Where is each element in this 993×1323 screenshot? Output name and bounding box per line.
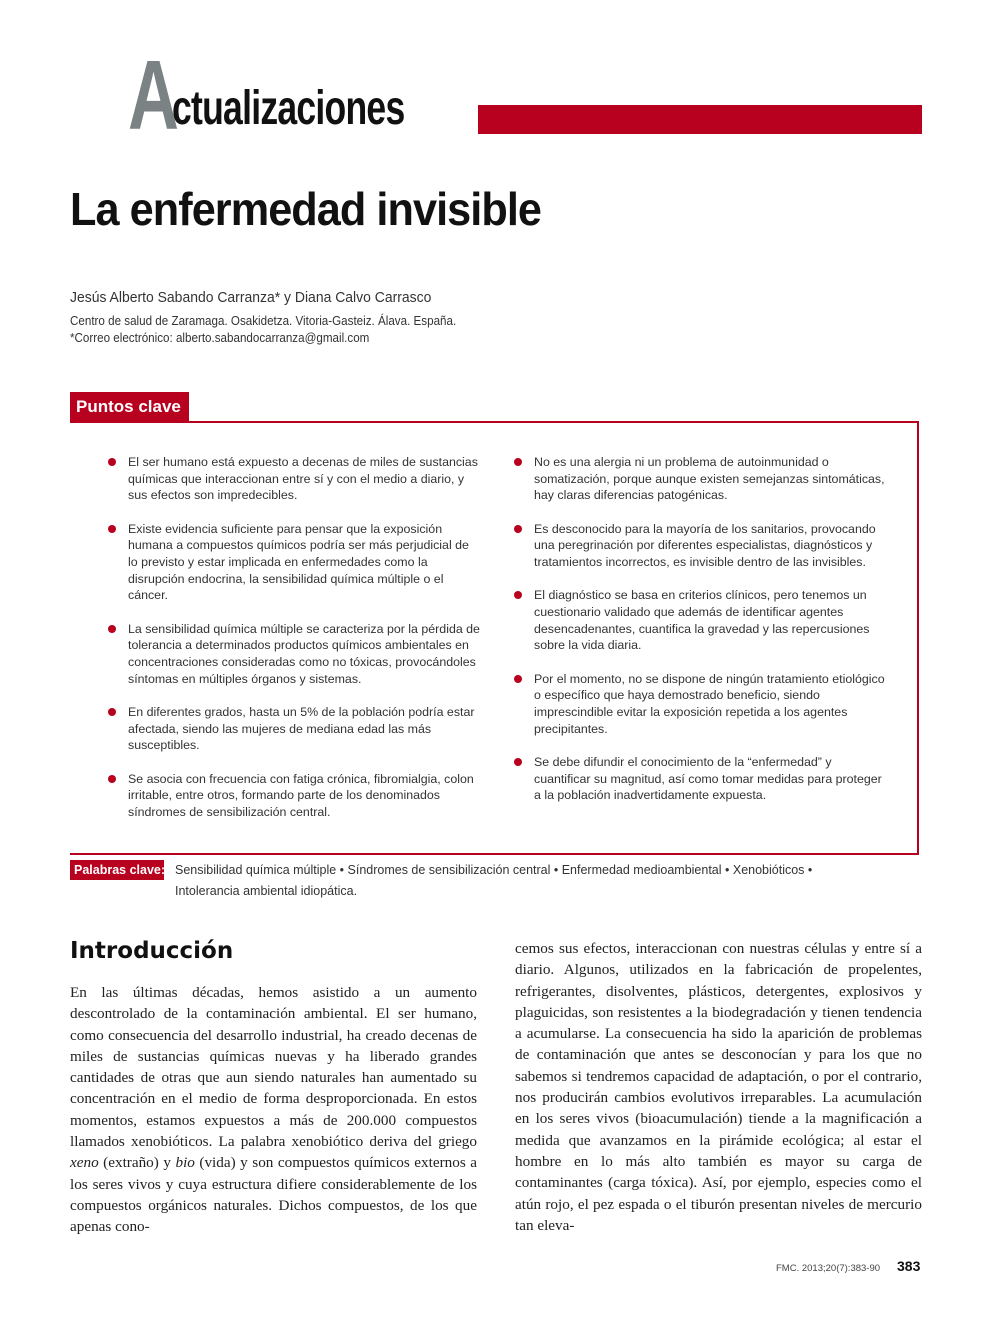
key-point: No es una alergia ni un problema de autoinmunidad o somatización, porque aunque existen semejanzas sintomáticas, hay claras diferencias patogénicas. <box>514 454 886 504</box>
bullet-icon <box>514 758 522 766</box>
section-name: ctualizaciones <box>172 82 405 135</box>
affiliation: Centro de salud de Zaramaga. Osakidetza. Vitoria-Gasteiz. Álava. España. <box>70 314 457 328</box>
correspondence-email: *Correo electrónico: alberto.sabandocarranza@gmail.com <box>70 331 370 345</box>
term-bio: bio <box>175 1154 195 1172</box>
key-points-right-column <box>514 454 886 820</box>
key-point: El diagnóstico se basa en criterios clínicos, pero tenemos un cuestionario validado que además de identificar agentes desencadenantes, cuantifica la gravedad y las repercusiones sobre la vida diaria. <box>514 587 886 654</box>
key-points-left-column <box>108 454 480 837</box>
article-title: La enfermedad invisible <box>70 183 541 235</box>
bullet-icon <box>108 458 116 466</box>
bullet-icon <box>108 625 116 633</box>
bullet-icon <box>514 591 522 599</box>
key-point: En diferentes grados, hasta un 5% de la población podría estar afectada, siendo las mujeres de mediana edad las más susceptibles. <box>108 704 480 754</box>
journal-citation: FMC. 2013;20(7):383-90 <box>776 1263 881 1274</box>
section-header <box>128 40 922 150</box>
bullet-icon <box>108 525 116 533</box>
authors: Jesús Alberto Sabando Carranza* y Diana Calvo Carrasco <box>70 289 432 306</box>
keywords-label: Palabras clave: <box>70 860 164 880</box>
bullet-icon <box>108 775 116 783</box>
header-red-bar <box>478 105 922 134</box>
key-point: Se asocia con frecuencia con fatiga crónica, fibromialgia, colon irritable, entre otros, formando parte de los denominados síndromes de sensibilización central. <box>108 771 480 821</box>
body-text-left-column: En las últimas décadas, hemos asistido a un aumento descontrolado de la contaminación ambiental. El ser humano, como consecuencia del desarrollo industrial, ha creado decenas de miles de sustancias químicas nuevas y ha liberado grandes cantidades de otras que aun siendo naturales han aumentado su concentración en el medio de forma desproporcionada. En estos momentos, estamos expuestos a más de 200.000 compuestos llamados xenobióticos. La palabra xenobiótico deriva del griego xeno (extraño) y bio (vida) y son compuestos químicos externos a los seres vivos y cuya estructura difiere considerablemente de los compuestos orgánicos naturales. Dichos compuestos, de los que apenas cono- <box>70 984 478 1236</box>
key-point: Es desconocido para la mayoría de los sanitarios, provocando una peregrinación por diferentes especialistas, diagnósticos y tratamientos incorrectos, es invisible dentro de las invisibles. <box>514 521 886 571</box>
section-heading-introduction: Introducción <box>70 938 234 964</box>
page-number: 383 <box>897 1258 921 1274</box>
key-point: Por el momento, no se dispone de ningún tratamiento etiológico o específico que haya demostrado beneficio, siendo imprescindible evitar la exposición repetida a los agentes precipitantes. <box>514 671 886 738</box>
section-initial: A <box>128 40 178 150</box>
bullet-icon <box>514 525 522 533</box>
bullet-icon <box>108 708 116 716</box>
key-point: Se debe difundir el conocimiento de la “enfermedad” y cuantificar su magnitud, así como tomar medidas para proteger a la población inadvertidamente expuesta. <box>514 754 886 804</box>
key-point: La sensibilidad química múltiple se caracteriza por la pérdida de tolerancia a determinados productos químicos ambientales en concentraciones consideradas como no tóxicas, provocándoles síntomas en múltiples órganos y sistemas. <box>108 621 480 688</box>
keywords-text: Sensibilidad química múltiple • Síndromes de sensibilización central • Enfermedad medioambiental • Xenobióticos • Intolerancia ambiental idiopática. <box>175 863 813 898</box>
term-xeno: xeno <box>70 1154 99 1172</box>
body-text-right-column: cemos sus efectos, interaccionan con nuestras células y entre sí a diario. Algunos, utilizados en la fabricación de propelentes, refrigerantes, disolventes, plásticos, detergentes, explosivos y plaguicidas, son resistentes a la biodegradación y tienen tendencia a acumularse. La consecuencia ha sido la aparición de problemas de contaminación que antes se desconocían y para los que no sabemos si tendremos capacidad de adaptación, o por el contrario, nos producirán cambios evolutivos irreparables. La acumulación en los seres vivos (bioacumulación) tiende a la magnificación a medida que avanzamos en la pirámide ecológica; al estar el hombre en lo más alto también es mayor su carga de contaminantes (carga tóxica). Así, por ejemplo, especies como el atún rojo, el pez espada o el tiburón presentan niveles de mercurio tan eleva- <box>515 940 922 1234</box>
key-point: El ser humano está expuesto a decenas de miles de sustancias químicas que interaccionan entre sí y con el medio a diario, y sus efectos son impredecibles. <box>108 454 480 504</box>
key-point: Existe evidencia suficiente para pensar que la exposición humana a compuestos químicos podría ser más perjudicial de lo previsto y estar implicada en enfermedades como la disrupción endocrina, la sensibilidad química múltiple o el cáncer. <box>108 521 480 605</box>
bullet-icon <box>514 675 522 683</box>
key-points-label: Puntos clave <box>70 392 189 422</box>
bullet-icon <box>514 458 522 466</box>
